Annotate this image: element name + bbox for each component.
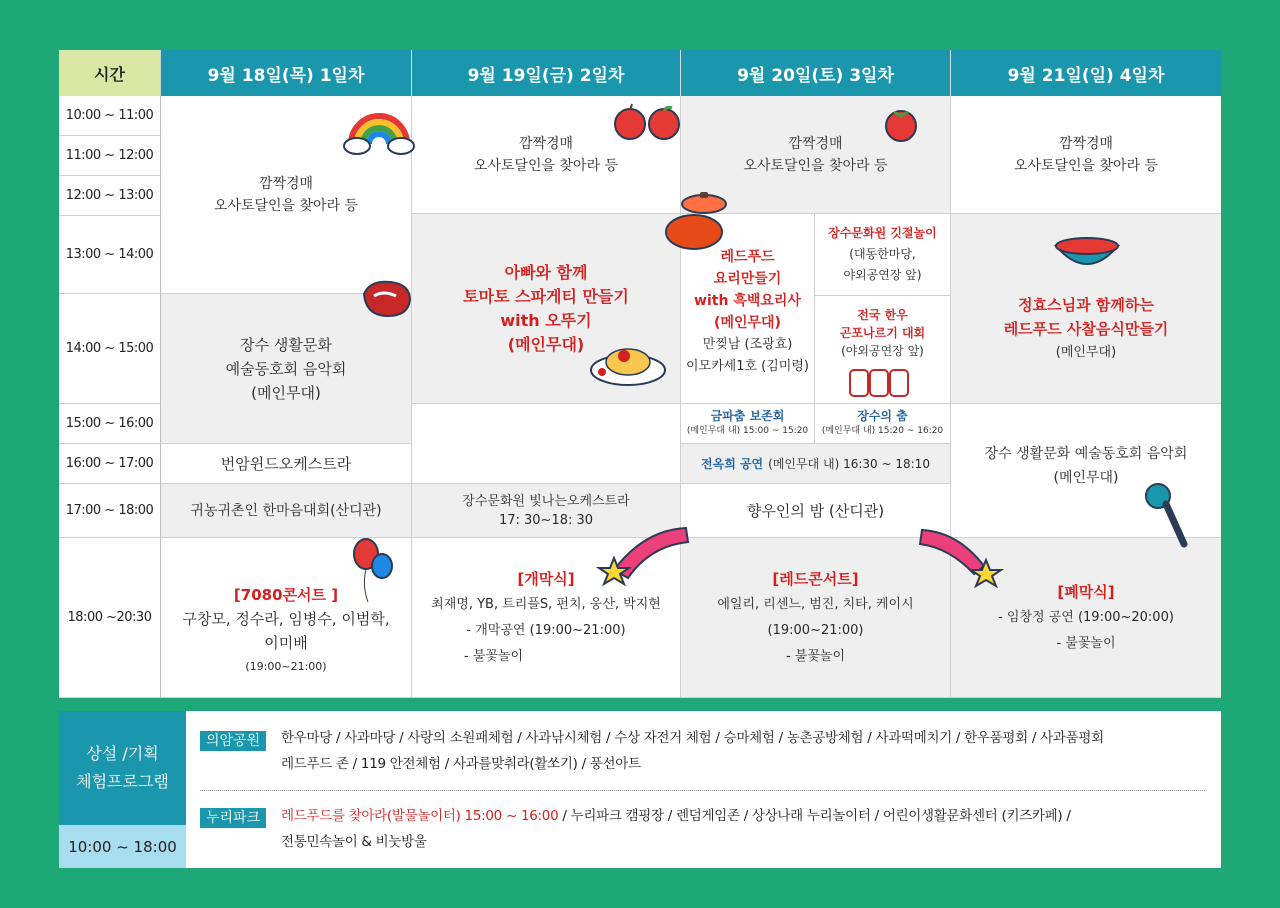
program-line [281,803,1213,829]
event-detail: - 불꽃놀이 [1056,635,1116,651]
day4-auction [951,96,1221,214]
time-slot [59,538,161,698]
program-line: 한우마당 / 사과마당 / 사랑의 소원패체험 / 사과낚시체험 / 수상 자전거 체험 / 승마체험 / 농촌공방체험 / 사과떡메치기 / 한우품평회 / 사과품평회 [281,730,1104,746]
shooting-star-icon [594,522,690,588]
event-title: 귀농귀촌인 한마음대회(산디관) [190,502,382,519]
day2-header-label: 9월 19일(금) 2일차 [467,65,625,86]
event-chef: 만찢남 (조광효) [702,336,793,352]
divider [200,790,1205,791]
program-line: 레드푸드 존 / 119 안전체험 / 사과를맞춰라(활쏘기) / 풍선아트 [281,756,641,772]
microphone-icon [1142,480,1192,554]
event-venue: (메인무대) [714,314,781,331]
event-title: 금파춤 보존회 [710,409,785,423]
event-subtitle: 오사토달인을 찾아라 등 [213,197,359,214]
event-chef: 이모카세1호 (김미령) [685,358,809,374]
event-title: 전옥희 공연 [701,456,764,471]
day3-header [681,50,951,96]
event-venue: (메인무대) [507,334,585,354]
park-tag-nuri: 누리파크 [200,808,266,828]
permanent-program-panel [59,711,1221,868]
event-time: (메인무대 내) 16:30 ~ 18:10 [768,456,930,471]
event-detail: - 불꽃놀이 [785,648,846,664]
event-venue: 야외공연장 앞) [843,268,922,282]
day3-hometown-night [681,484,951,538]
bowl-icon [1052,232,1122,278]
event-lineup: 이미배 [264,633,308,652]
time-slot [59,404,161,444]
shooting-star-icon [918,522,1004,588]
event-title: [개막식] [517,569,575,588]
event-title: 레드푸드 [720,248,775,265]
event-title: 깜짝경매 [518,135,574,152]
event-lineup: 최재명, YB, 트리플S, 펀치, 웅산, 박지현 [431,596,661,612]
day2-empty [412,404,681,484]
park-tag-uiam: 의암공원 [200,731,266,751]
time-slot-label: 13:00 ~ 14:00 [65,247,154,262]
event-title: 장수 생활문화 [240,335,332,354]
permanent-time [59,825,186,868]
day3-header-label: 9월 20일(토) 3일차 [737,65,894,86]
event-title: [폐막식] [1057,582,1115,601]
bale-icon [846,364,912,400]
event-time: (19:00~21:00) [767,622,864,638]
day4-header-label: 9월 21일(일) 4일차 [1007,65,1165,86]
time-slot-label: 10:00 ~ 11:00 [65,108,154,123]
time-slot-label: 18:00 ~20:30 [67,610,152,625]
day3-red-concert [681,538,951,698]
time-slot-label: 17:00 ~ 18:00 [65,503,154,518]
time-slot [59,444,161,484]
balloon-icon [348,536,398,606]
event-subtitle: 예술동호회 음악회 [225,359,347,378]
day3-flag-game [815,214,951,296]
event-detail: - 임창정 공연 (19:00~20:00) [998,609,1174,625]
event-time: (메인무대 내) 15:00 ~ 15:20 [686,426,809,436]
event-title: 레드푸드 사찰음식만들기 [1003,319,1169,338]
event-title: [7080콘서트 ] [233,585,339,604]
event-venue: (메인무대) [1055,344,1117,360]
permanent-title [59,711,186,825]
time-slot-label: 15:00 ~ 16:00 [65,416,154,431]
time-header [59,50,161,96]
event-subtitle: 오사토달인을 찾아라 등 [1013,157,1159,174]
day1-header [161,50,412,96]
time-header-label: 시간 [94,64,125,84]
event-subtitle: 오사토달인을 찾아라 등 [743,157,888,174]
time-slot [59,96,161,136]
event-time: 17: 30~18: 30 [498,512,594,528]
time-slot [59,176,161,216]
program-text: / 누리파크 캠핑장 / 렌덤게임존 / 상상나래 누리놀이터 / 어린이생활문화센터 (키즈카페) / [558,808,1071,824]
event-title: with 오뚜기 [500,310,592,330]
event-title: 장수문화원 빛나는오케스트라 [462,493,630,509]
event-subtitle: 오사토달인을 찾아라 등 [473,157,619,174]
apple-icon [610,102,684,142]
event-title: with 흑백요리사 [694,292,801,309]
day3-dance-2 [815,404,951,444]
event-title: 번암윈드오케스트라 [220,454,352,473]
event-venue: (대동한마당, [849,247,916,261]
permanent-title-line: 체험프로그램 [76,772,169,791]
time-slot-label: 12:00 ~ 13:00 [65,188,154,203]
event-title: 장수의 춤 [857,409,908,423]
day3-jeon-performance [681,444,951,484]
time-slot-label: 16:00 ~ 17:00 [65,456,154,471]
event-title: 깜짝경매 [258,175,314,192]
pasta-plate-icon [588,336,668,390]
event-time: (메인무대 내) 15:20 ~ 16:20 [821,426,944,436]
time-slot [59,136,161,176]
event-title: 깜짝경매 [788,135,843,152]
tomato-icon [882,106,920,142]
event-title: 아빠와 함께 [504,262,588,282]
pot-icon [658,190,734,252]
beef-icon [360,276,414,322]
event-venue: (메인무대) [1053,469,1119,486]
event-title: 정효스님과 함께하는 [1018,295,1154,314]
event-title: 장수문화원 깃절놀이 [828,226,937,240]
event-lineup: 에일리, 리센느, 범진, 치타, 케이시 [717,596,914,612]
event-title: 깜짝경매 [1058,135,1114,152]
event-title: 곤포나르기 대회 [839,326,926,340]
program-highlight: 레드푸드를 찾아라(발물놀이터) 15:00 ~ 16:00 [281,808,559,824]
event-title: 요리만들기 [713,270,782,287]
time-slot [59,484,161,538]
time-slot-label: 14:00 ~ 15:00 [65,341,154,356]
program-line: 전통민속놀이 & 비눗방울 [281,834,427,850]
day1-header-label: 9월 18일(목) 1일차 [207,65,365,86]
time-slot [59,216,161,294]
day4-header [951,50,1221,96]
event-title: 장수 생활문화 예술동호회 음악회 [984,445,1188,462]
event-title: 향우인의 밤 (산디관) [746,501,885,520]
event-detail: - 개막공연 (19:00~21:00) [466,622,626,638]
permanent-title-line: 상설 /기획 [86,744,159,763]
event-title: [레드콘서트] [772,569,859,588]
time-slot-label: 11:00 ~ 12:00 [65,148,154,163]
event-venue: (야외공연장 앞) [841,344,924,358]
event-time: (19:00~21:00) [245,659,327,673]
rainbow-icon [343,104,415,158]
day3-dance-1 [681,404,815,444]
day1-farm-event [161,484,412,538]
park-programs-uiam [281,725,1213,777]
event-venue: (메인무대) [251,383,321,402]
day2-header [412,50,681,96]
event-title: 전국 한우 [857,308,908,322]
event-title: 토마토 스파게티 만들기 [463,286,629,306]
park-programs-nuri [281,803,1213,855]
time-slot [59,294,161,404]
day1-wind-orchestra [161,444,412,484]
event-lineup: 구창모, 정수라, 임병수, 이범학, [182,609,390,628]
event-detail: - 불꽃놀이 [464,648,524,664]
permanent-time-label: 10:00 ~ 18:00 [68,837,177,856]
